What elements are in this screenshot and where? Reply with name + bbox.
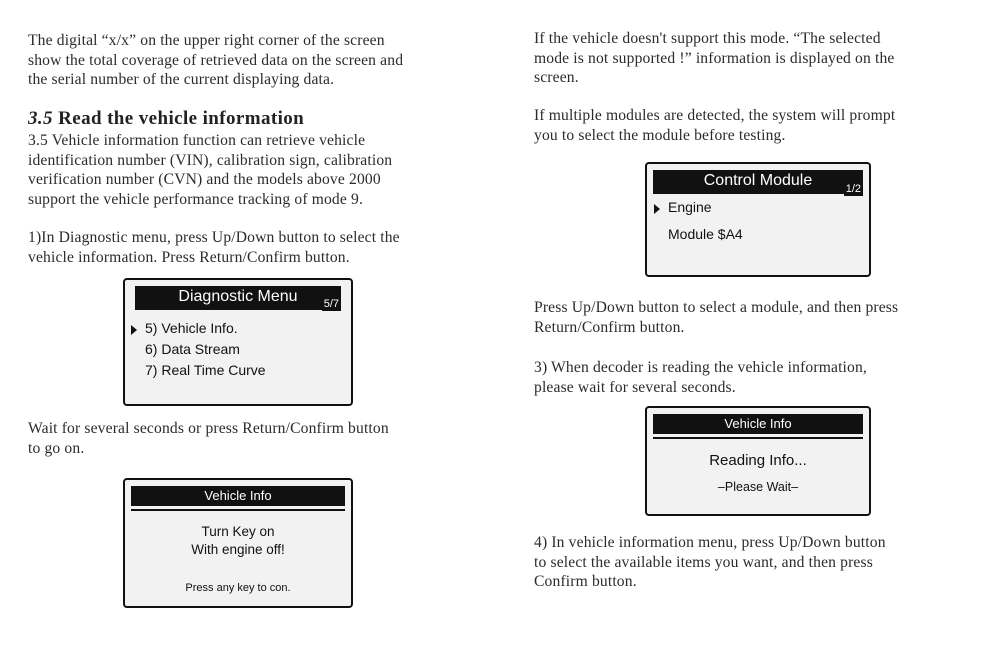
menu-item: Module $A4 (668, 226, 743, 242)
message-line: Reading Info... (709, 452, 807, 469)
menu-item: Engine (668, 199, 712, 215)
message-line: Turn Key on (201, 524, 275, 539)
text-line: verification number (CVN) and the models above 2000 (28, 171, 381, 188)
screen-title-bar (653, 414, 863, 434)
text-line: you to select the module before testing. (534, 126, 786, 144)
multiple-modules-paragraph (534, 106, 895, 145)
screen-title: Vehicle Info (724, 416, 792, 431)
step4-paragraph (534, 533, 886, 592)
wait-paragraph (28, 419, 389, 458)
text-line: 1)In Diagnostic menu, press Up/Down button to select the (28, 229, 400, 246)
menu-item: 7) Real Time Curve (145, 362, 266, 378)
text-line: show the total coverage of retrieved data on the screen and (28, 51, 404, 69)
text-line: 4) In vehicle information menu, press Up/Down button (534, 534, 886, 551)
text-line: 3) When decoder is reading the vehicle information, (534, 359, 867, 376)
text-line: Return/Confirm button. (534, 318, 685, 336)
text-line: to select the available items you want, and then press (534, 553, 873, 571)
section-number: 3.5 (28, 108, 53, 129)
text-line: The digital “x/x” on the upper right corner of the screen (28, 32, 385, 49)
divider (653, 437, 863, 439)
text-line: please wait for several seconds. (534, 378, 736, 396)
page-indicator: 5/7 (323, 298, 339, 310)
screen-title-bar (135, 286, 341, 310)
menu-item: 6) Data Stream (145, 341, 240, 357)
message-line: With engine off! (191, 542, 285, 557)
text-line: 3.5 Vehicle information function can retrieve vehicle (28, 132, 366, 149)
screen-title: Diagnostic Menu (178, 288, 298, 305)
divider (131, 509, 345, 511)
screen-title-bar (653, 170, 863, 194)
text-line: vehicle information. Press Return/Confirm button. (28, 248, 350, 266)
message-line: –Please Wait– (717, 480, 799, 494)
screen-title: Vehicle Info (204, 488, 272, 503)
section-title: Read the vehicle information (58, 108, 305, 129)
text-line: If multiple modules are detected, the system will prompt (534, 107, 896, 124)
turn-key-screen (123, 478, 353, 608)
text-line: the serial number of the current displaying data. (28, 71, 335, 88)
page-indicator: 1/2 (845, 183, 861, 195)
selection-arrow-icon (131, 325, 137, 335)
step1-paragraph (28, 228, 400, 267)
text-line: mode is not supported !” information is displayed on the (534, 49, 895, 67)
text-line: Confirm button. (534, 573, 637, 590)
menu-item: 5) Vehicle Info. (145, 320, 238, 336)
text-line: If the vehicle doesn't support this mode. “The selected (534, 30, 881, 47)
screen-title-bar (131, 486, 345, 506)
selection-arrow-icon (654, 204, 660, 214)
text-line: identification number (VIN), calibration sign, calibration (28, 151, 393, 169)
control-module-screen (645, 162, 871, 277)
unsupported-paragraph (534, 29, 895, 88)
text-line: to go on. (28, 439, 85, 457)
reading-info-screen (645, 406, 871, 516)
step3-paragraph (534, 358, 867, 397)
text-line: Wait for several seconds or press Return/Confirm button (28, 420, 389, 437)
text-line: Press Up/Down button to select a module, and then press (534, 299, 899, 316)
intro-paragraph (28, 31, 403, 90)
screen-title: Control Module (703, 172, 813, 189)
text-line: support the vehicle performance tracking of mode 9. (28, 190, 363, 208)
footer-line: Press any key to con. (185, 582, 291, 594)
description-paragraph (28, 131, 392, 209)
diagnostic-menu-screen (123, 278, 353, 406)
select-module-paragraph (534, 298, 898, 337)
text-line: screen. (534, 69, 579, 86)
section-heading (28, 108, 304, 130)
